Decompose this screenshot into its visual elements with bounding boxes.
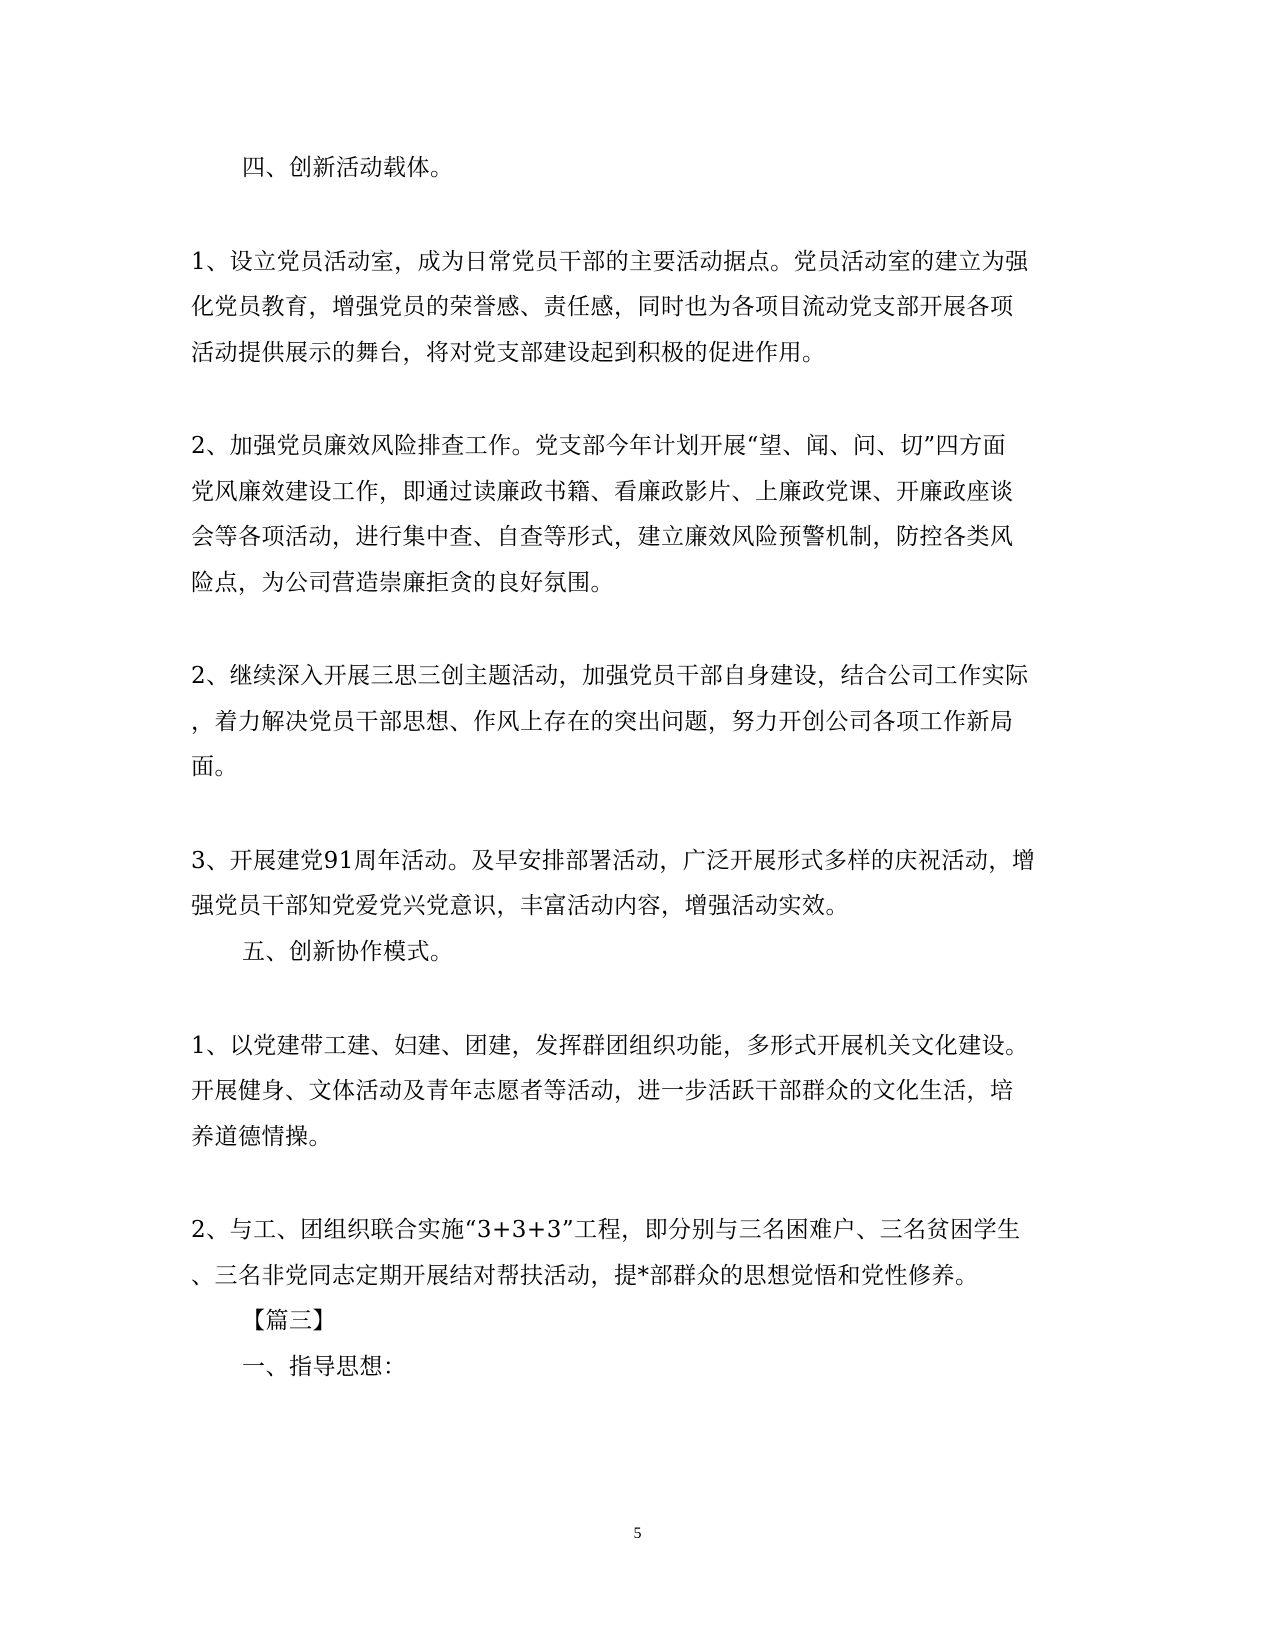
paragraph-line: 2、与工、团组织联合实施“3+3+3”工程，即分别与三名困难户、三名贫困学生 (191, 1217, 1021, 1243)
page-number: 5 (633, 1525, 642, 1542)
paragraph-line: 强党员干部知党爱党兴党意识，丰富活动内容，增强活动实效。 (191, 893, 849, 919)
section-heading-1: 一、指导思想： (242, 1354, 407, 1380)
paragraph-line: 、三名非党同志定期开展结对帮扶活动，提*部群众的思想觉悟和党性修养。 (191, 1263, 979, 1289)
paragraph-line: 化党员教育，增强党员的荣誉感、责任感，同时也为各项目流动党支部开展各项 (191, 294, 1014, 320)
section-heading-5: 五、创新协作模式。 (242, 939, 454, 965)
paragraph-line: 活动提供展示的舞台，将对党支部建设起到积极的促进作用。 (191, 340, 826, 366)
paragraph-line: 2、继续深入开展三思三创主题活动，加强党员干部自身建设，结合公司工作实际 (191, 663, 1029, 689)
paragraph-line: 会等各项活动，进行集中查、自查等形式，建立廉效风险预警机制，防控各类风 (191, 524, 1014, 550)
paragraph-line: 2、加强党员廉效风险排查工作。党支部今年计划开展“望、闻、问、切”四方面 (191, 433, 1007, 459)
paragraph-line: 面。 (191, 754, 238, 780)
paragraph-line: ，着力解决党员干部思想、作风上存在的突出问题，努力开创公司各项工作新局 (191, 709, 1014, 735)
paragraph-line: 1、设立党员活动室，成为日常党员干部的主要活动据点。党员活动室的建立为强 (191, 249, 1029, 275)
paragraph-line: 险点，为公司营造崇廉拒贪的良好氛围。 (191, 570, 614, 596)
section-heading-4: 四、创新活动载体。 (242, 155, 454, 181)
paragraph-line: 党风廉效建设工作，即通过读廉政书籍、看廉政影片、上廉政党课、开廉政座谈 (191, 479, 1014, 505)
part-heading: 【篇三】 (242, 1308, 336, 1334)
paragraph-line: 1、以党建带工建、妇建、团建，发挥群团组织功能，多形式开展机关文化建设。 (191, 1033, 1029, 1059)
paragraph-line: 开展健身、文体活动及青年志愿者等活动，进一步活跃干部群众的文化生活，培 (191, 1078, 1014, 1104)
paragraph-line: 养道德情操。 (191, 1124, 332, 1150)
paragraph-line: 3、开展建党91周年活动。及早安排部署活动，广泛开展形式多样的庆祝活动，增 (191, 848, 1036, 874)
